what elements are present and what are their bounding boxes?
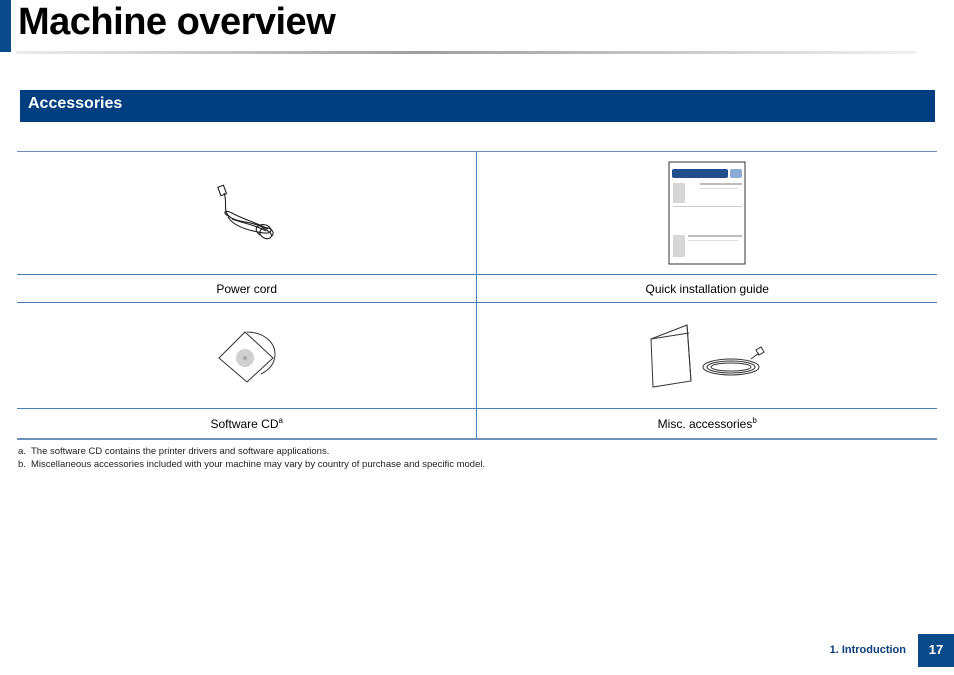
power-cord-icon: [212, 183, 282, 243]
accessory-image-cell: [477, 303, 937, 409]
accessory-image-cell: [477, 152, 937, 275]
accessory-label: Software $CD^a$: [17, 409, 477, 440]
table-row: [17, 275, 937, 303]
accessories-table: [17, 151, 937, 440]
footnote: a. The software CD contains the printer drivers and software applications.: [18, 446, 330, 457]
section-title: Accessories: [28, 95, 123, 112]
header-accent-bar: [0, 0, 11, 52]
table-row: [17, 152, 937, 275]
accessory-image-cell: [17, 303, 477, 409]
footnote-ref: a: [278, 416, 283, 425]
page-number: 17: [918, 634, 954, 667]
misc-accessories-icon: [647, 323, 767, 389]
section-header: [20, 90, 935, 122]
footnote: b. Miscellaneous accessories included with your machine may vary by country of purchase and specific model.: [18, 459, 486, 470]
footnote-ref: b: [752, 416, 757, 425]
software-cd-icon: [215, 328, 279, 384]
accessory-label: Misc. accessories$^b$: [477, 409, 937, 440]
accessory-label: Power cord: [17, 275, 477, 303]
table-row: [17, 303, 937, 409]
footer-section-link[interactable]: 1. Introduction: [829, 644, 906, 656]
accessory-image-cell: [17, 152, 477, 275]
table-row: [17, 409, 937, 440]
footnotes: [18, 445, 485, 471]
page-title: Machine overview: [18, 1, 336, 43]
title-divider: [16, 51, 916, 54]
accessory-label: Quick installation guide: [477, 275, 937, 303]
installation-guide-icon: [668, 161, 746, 265]
